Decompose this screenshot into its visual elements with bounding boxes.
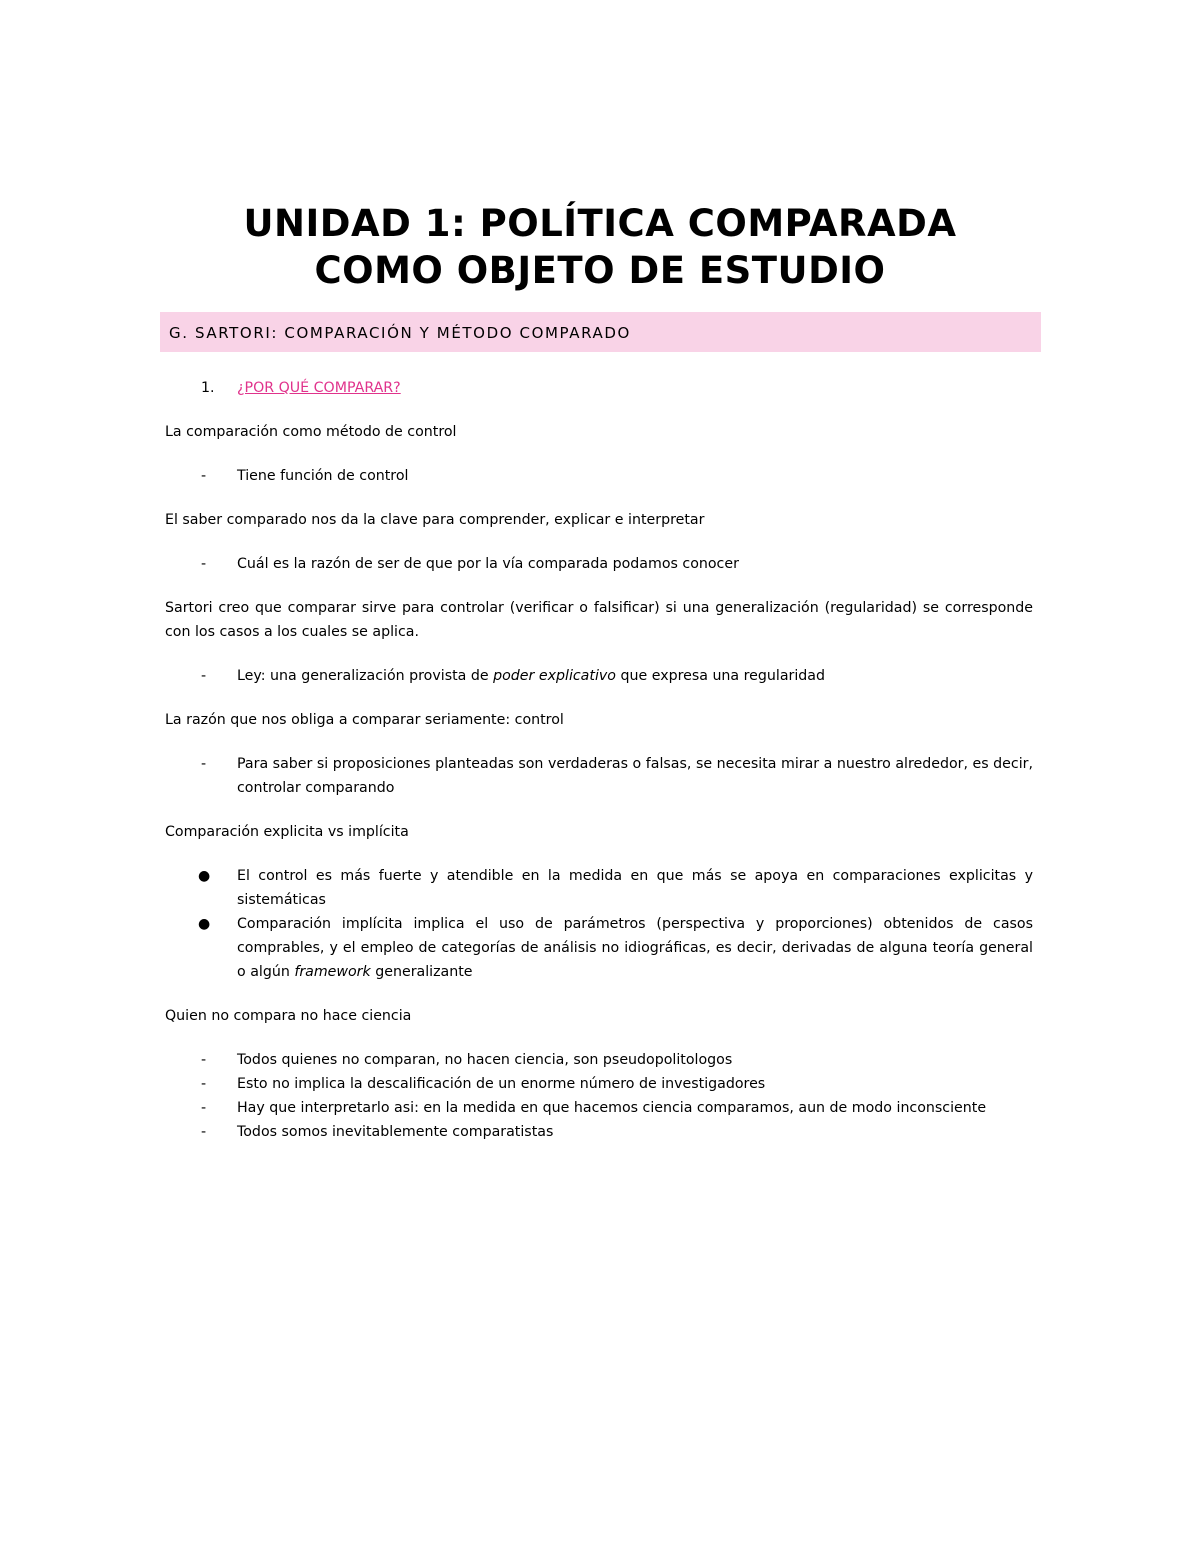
dash-marker: - <box>201 556 207 572</box>
dash-marker: - <box>201 756 207 772</box>
list-item <box>165 552 1033 576</box>
dash-marker: - <box>201 668 207 684</box>
dash-marker: - <box>201 1124 207 1140</box>
list-item <box>165 1096 1033 1120</box>
paragraph-6: Quien no compara no hace ciencia <box>165 1008 412 1024</box>
list-item <box>165 1072 1033 1096</box>
bullet-list-5 <box>165 864 1033 984</box>
heading-number: 1. <box>201 380 215 396</box>
list-item <box>165 664 1033 688</box>
list-item-text: Tiene función de control <box>237 468 409 484</box>
list-item <box>165 864 1033 912</box>
bullet-marker: ● <box>198 916 211 932</box>
paragraph-1: La comparación como método de control <box>165 424 457 440</box>
list-item-text: Todos somos inevitablemente comparatistas <box>237 1124 554 1140</box>
dash-list-6 <box>165 1048 1033 1144</box>
list-item-text: El control es más fuerte y atendible en la medida en que más se apoya en comparaciones explicitas y sistemáticas <box>237 868 1033 908</box>
dash-marker: - <box>201 1076 207 1092</box>
list-item-text: Todos quienes no comparan, no hacen ciencia, son pseudopolitologos <box>237 1052 733 1068</box>
paragraph-3: Sartori creo que comparar sirve para controlar (verificar o falsificar) si una generalización (regularidad) se corresponde con los casos a los cuales se aplica. <box>165 600 1033 640</box>
list-item-text-after: generalizante <box>370 964 473 980</box>
list-item <box>165 912 1033 984</box>
dash-list-2 <box>165 552 1033 576</box>
list-item-text: Para saber si proposiciones planteadas son verdaderas o falsas, se necesita mirar a nuestro alrededor, es decir, controlar comparando <box>237 756 1033 796</box>
paragraph-2: El saber comparado nos da la clave para comprender, explicar e interpretar <box>165 512 705 528</box>
list-item-text: Hay que interpretarlo asi: en la medida en que hacemos ciencia comparamos, aun de modo inconsciente <box>237 1100 987 1116</box>
list-item <box>165 752 1033 800</box>
paragraph-4: La razón que nos obliga a comparar seriamente: control <box>165 712 564 728</box>
dash-marker: - <box>201 1100 207 1116</box>
heading-link[interactable]: ¿POR QUÉ COMPARAR? <box>237 380 401 396</box>
section-heading-bar <box>160 312 1041 352</box>
bullet-marker: ● <box>198 868 211 884</box>
dash-list-3 <box>165 664 1033 688</box>
numbered-heading <box>165 376 1033 400</box>
list-item <box>165 1048 1033 1072</box>
list-item-text-italic: poder explicativo <box>493 668 616 684</box>
section-heading: G. SARTORI: COMPARACIÓN Y MÉTODO COMPARADO <box>169 324 631 342</box>
list-item <box>165 464 1033 488</box>
list-item-text: Esto no implica la descalificación de un enorme número de investigadores <box>237 1076 766 1092</box>
document-body <box>165 376 1033 1164</box>
list-item-text: Cuál es la razón de ser de que por la vía comparada podamos conocer <box>237 556 739 572</box>
dash-list-1 <box>165 464 1033 488</box>
title-line-1: UNIDAD 1: POLÍTICA COMPARADA <box>243 202 957 245</box>
dash-list-4 <box>165 752 1033 800</box>
list-item-text-after: que expresa una regularidad <box>615 668 825 684</box>
list-item-text-before: Ley: una generalización provista de <box>237 668 494 684</box>
title-line-2: COMO OBJETO DE ESTUDIO <box>314 249 886 292</box>
document-title <box>0 200 1200 294</box>
dash-marker: - <box>201 1052 207 1068</box>
list-item-text-before: Comparación implícita implica el uso de parámetros (perspectiva y proporciones) obtenidos de casos comprables, y el empleo de categorías de análisis no idiográficas, es decir, derivadas de alguna teoría general o algún <box>237 916 1033 980</box>
list-item-text-italic: framework <box>294 964 371 980</box>
paragraph-5: Comparación explicita vs implícita <box>165 824 409 840</box>
dash-marker: - <box>201 468 207 484</box>
list-item <box>165 1120 1033 1144</box>
